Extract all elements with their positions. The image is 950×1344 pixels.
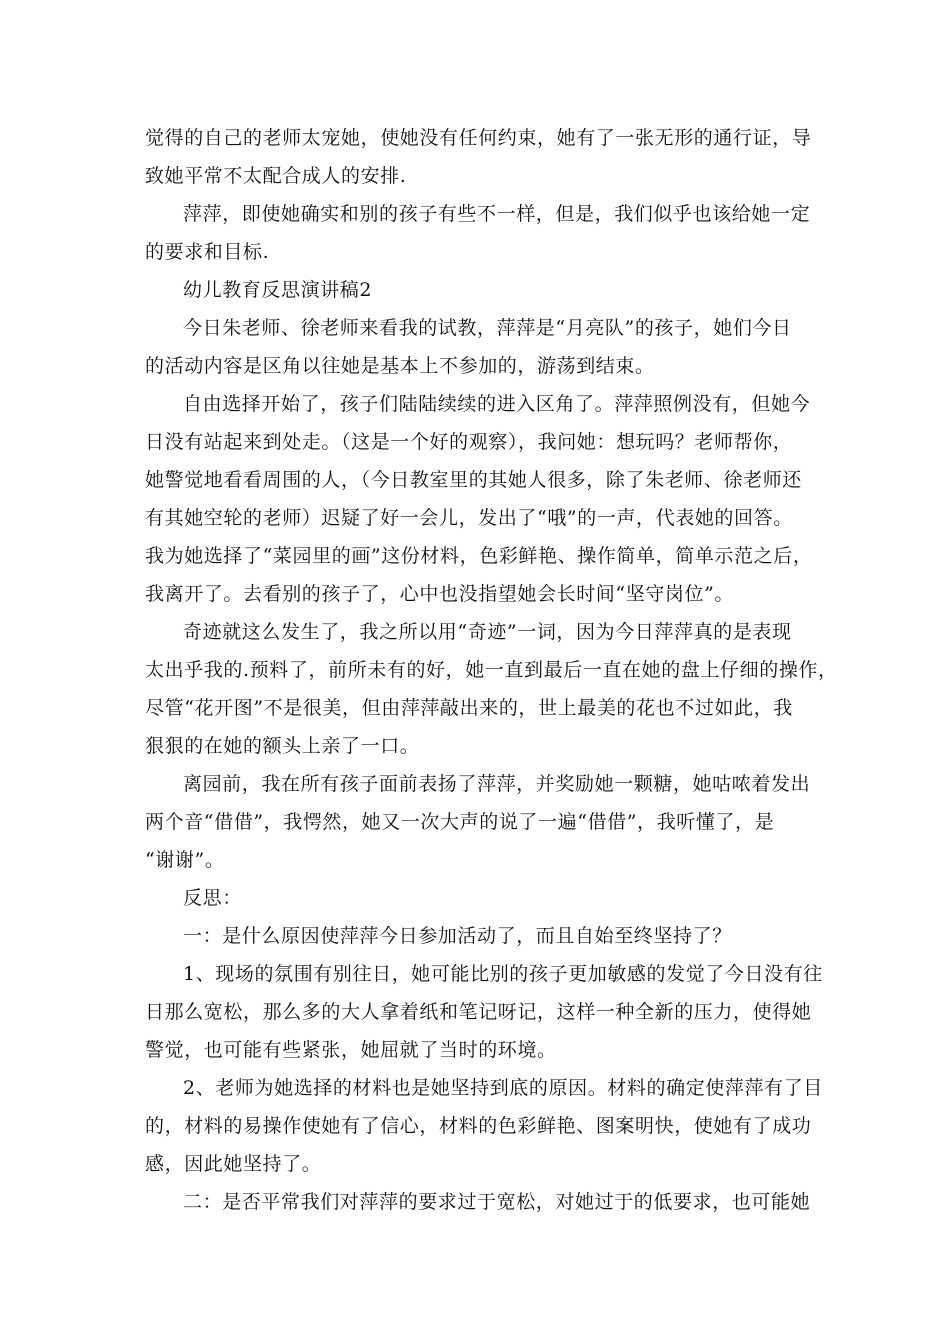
text-line: 我为她选择了“菜园里的画”这份材料，色彩鲜艳、操作简单，简单示范之后， (145, 545, 813, 567)
text-line: 的活动内容是区角以往她是基本上不参加的，游荡到结束。 (145, 355, 655, 377)
paragraph-start: 离园前，我在所有孩子面前表扬了萍萍，并奖励她一颗糖，她咕哝着发出 (183, 773, 811, 795)
text-line: 我离开了。去看别的孩子了，心中也没指望她会长时间“坚守岗位”。 (145, 583, 735, 605)
text-line: 觉得的自己的老师太宠她，使她没有任何约束，她有了一张无形的通行证，导 (145, 127, 812, 149)
paragraph-start: 1、现场的氛围有别往日，她可能比别的孩子更加敏感的发觉了今日没有往 (183, 963, 823, 985)
text-line: 感，因此她坚持了。 (145, 1153, 322, 1175)
paragraph-start: 奇迹就这么发生了，我之所以用“奇迹”一词，因为今日萍萍真的是表现 (183, 621, 792, 643)
paragraph-start: 自由选择开始了，孩子们陆陆续续的进入区角了。萍萍照例没有，但她今 (183, 393, 811, 415)
text-line: 她警觉地看看周围的人，（今日教室里的其她人很多，除了朱老师、徐老师还 (145, 469, 802, 491)
text-line: 两个音“借借”，我愕然，她又一次大声的说了一遍“借借”，我听懂了，是 (145, 811, 775, 833)
text-line: 尽管“花开图”不是很美，但由萍萍敲出来的，世上最美的花也不过如此，我 (145, 697, 793, 719)
text-line: “谢谢”。 (145, 849, 225, 871)
paragraph-start: 一：是什么原因使萍萍今日参加活动了，而且自始至终坚持了？ (183, 925, 732, 947)
text-line: 狠狠的在她的额头上亲了一口。 (145, 735, 420, 757)
text-line: 的要求和目标. (145, 241, 270, 263)
paragraph-start: 今日朱老师、徐老师来看我的试教，萍萍是“月亮队”的孩子，她们今日 (183, 317, 792, 339)
text-line: 有其她空轮的老师）迟疑了好一会儿，发出了“哦”的一声，代表她的回答。 (145, 507, 793, 529)
paragraph-start: 萍萍，即使她确实和别的孩子有些不一样，但是，我们似乎也该给她一定 (183, 203, 811, 225)
text-line: 警觉，也可能有些紧张，她屈就了当时的环境。 (145, 1039, 557, 1061)
paragraph-start: 二：是否平常我们对萍萍的要求过于宽松，对她过于的低要求，也可能她 (183, 1191, 811, 1213)
text-line: 致她平常不太配合成人的安排. (145, 165, 407, 187)
text-line: 日没有站起来到处走。（这是一个好的观察），我问她：想玩吗？老师帮你， (145, 431, 793, 453)
text-line: 的，材料的易操作使她有了信心，材料的色彩鲜艳、图案明快，使她有了成功 (145, 1115, 812, 1137)
paragraph-start: 2、老师为她选择的材料也是她坚持到底的原因。材料的确定使萍萍有了目 (183, 1077, 823, 1099)
section-heading: 幼儿教育反思演讲稿2 (183, 279, 373, 301)
text-line: 日那么宽松，那么多的大人拿着纸和笔记呀记，这样一种全新的压力，使得她 (145, 1001, 812, 1023)
text-line: 太出乎我的.预料了，前所未有的好，她一直到最后一直在她的盘上仔细的操作， (145, 659, 838, 681)
section-heading: 反思： (183, 887, 242, 909)
